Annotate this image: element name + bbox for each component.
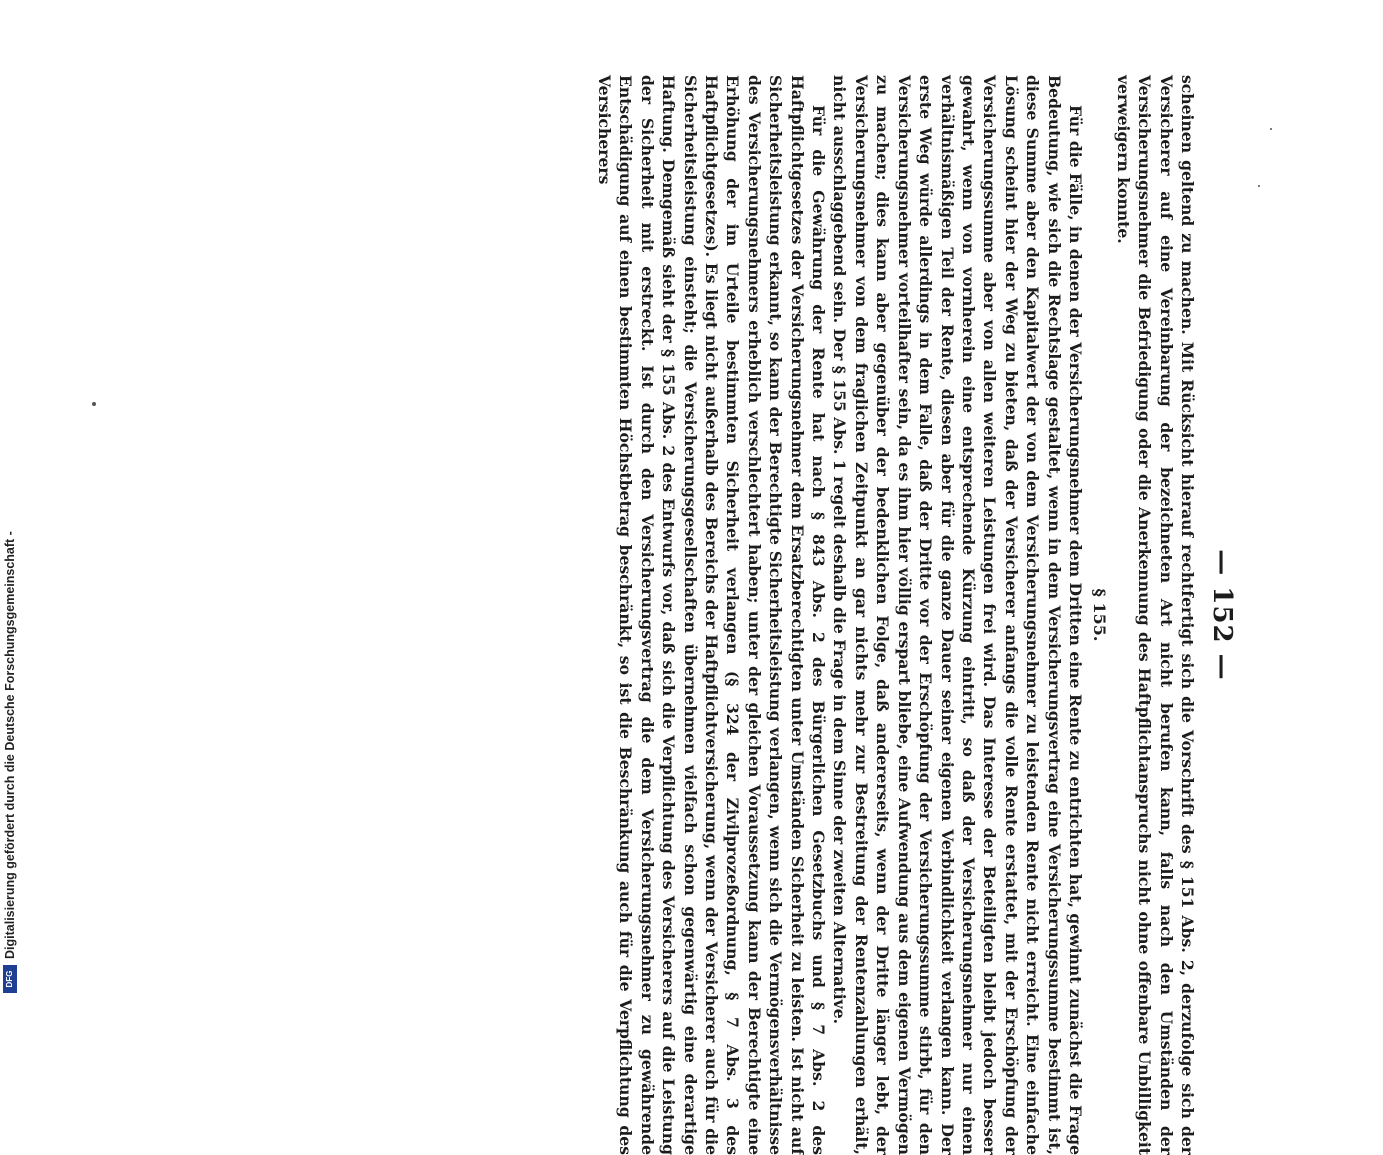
scan-speck bbox=[1270, 128, 1272, 130]
page-number: — 152 — bbox=[1207, 549, 1237, 681]
footer-text: Digitalisierung gefördert durch die Deutsche Forschungsgemeinschaft - bbox=[3, 531, 17, 959]
digitisation-footer bbox=[0, 0, 20, 993]
page-body bbox=[594, 75, 1198, 1155]
dfg-logo-icon: DFG bbox=[3, 965, 17, 993]
paragraph-continuation: scheinen geltend zu machen. Mit Rücksicht hierauf rechtfertigt sich die Vorschrift des § 151 Abs. 2, derzufolge sich der Versicherer auf eine Vereinbarung der bezeichneten Art nicht berufen kann, falls nach den Umständen der Versicherungsnehmer die Befriedigung oder die Anerkennung des Haftpflichtanspruchs nicht ohne offenbare Unbilligkeit verweigern konnte. bbox=[1113, 75, 1197, 1155]
paragraph-rente: Für die Fälle, in denen der Versicherungsnehmer dem Dritten eine Rente zu entrichten hat, gewinnt zunächst die Frage Bedeutung, wie sich die Rechtslage gestaltet, wenn in dem Versicherungsvertrag eine Versicherungssumme bestimmt ist, diese Summe aber den Kapitalwert der von dem Versicherungsnehmer zu leistenden Rente nicht erreicht. Eine einfache Lösung scheint hier der Weg zu bieten, daß der Versicherer anfangs die volle Rente erstattet, mit der Erschöpfung der Versicherungssumme aber von allen weiteren Leistungen frei wird. Das Interesse der Beteiligten bleibt jedoch besser gewahrt, wenn von vornherein eine entsprechende Kürzung eintritt, so daß der Versicherungsnehmer nur einen verhältnismäßigen Teil der Rente, diesen aber für die ganze Dauer seiner eigenen Verbindlichkeit verlangen kann. Der erste Weg würde allerdings in dem Falle, daß der Dritte vor der Erschöpfung der Versicherungssumme stirbt, für den Versicherungsnehmer vorteilhafter sein, da es ihm hier völlig erspart bliebe, eine Aufwendung aus dem eigenen Vermögen zu machen; dies kann aber gegenüber der bedenklichen Folge, daß andererseits, wenn der Dritte länger lebt, der Versicherungsnehmer von dem fraglichen Zeitpunkt an gar nichts mehr zur Bestreitung der Rentenzahlungen erhält, nicht ausschlaggebend sein. Der § 155 Abs. 1 regelt deshalb die Frage in dem Sinne der zweiten Alternative. bbox=[830, 75, 1085, 1155]
section-heading: § 155. bbox=[1090, 588, 1110, 642]
rotated-text-page bbox=[197, 75, 1242, 1155]
scan-speck bbox=[1258, 185, 1260, 187]
paragraph-sicherheit: Für die Gewährung der Rente hat nach § 843 Abs. 2 des Bürgerlichen Gesetzbuchs und § 7 Abs. 2 des Haftpflichtgesetzes der Versicherungsnehmer dem Ersatzberechtigten unter Umständen Sicherheit zu leisten. Ist nicht auf Sicherheitsleistung erkannt, so kann der Berechtigte Sicherheitsleistung verlangen, wenn sich die Vermögensverhältnisse des Versicherungsnehmers erheblich verschlechtert haben; unter der gleichen Voraussetzung kann der Berechtigte eine Erhöhung der im Urteile bestimmten Sicherheit verlangen (§ 324 der Zivilprozeßordnung, § 7 Abs. 3 des Haftpflichtgesetzes). Es liegt nicht außerhalb des Bereichs der Haftpflichtversicherung, wenn der Versicherer auch für die Sicherheitsleistung einsteht; die Versicherungsgesellschaften übernehmen vielfach schon gegenwärtig eine derartige Haftung. Demgemäß sieht der § 155 Abs. 2 des Entwurfs vor, daß sich die Verpflichtung des Versicherers auf die Leistung der Sicherheit mit erstreckt. Ist durch den Versicherungsvertrag die dem Versicherungsnehmer zu gewährende Entschädigung auf einen bestimmten Höchstbetrag beschränkt, so ist die Beschränkung auch für die Verpflichtung des Versicherers bbox=[595, 75, 829, 1155]
scan-speck bbox=[92, 402, 96, 406]
